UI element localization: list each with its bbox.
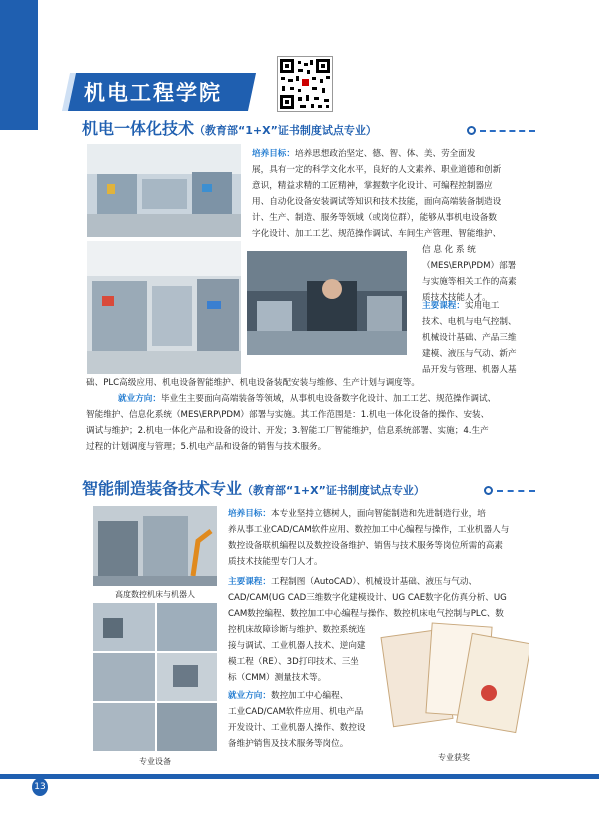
text-line: 础、PLC高级应用、机电设备智能维护、机电设备装配安装与维修、生产计划与调度等。	[86, 378, 420, 388]
text-line: 用、自动化设备安装调试等知识和技术技能，面向高端装备制造设	[252, 197, 502, 207]
text-line: 接与调试、工业机器人技术、逆向建	[228, 641, 366, 651]
qr-code-icon	[277, 56, 333, 112]
text-line: 工业CAD/CAM软件应用、机电产品	[228, 707, 364, 717]
awards-photo	[378, 612, 530, 740]
section2-title: 智能制造装备技术专业（教育部“1+X”证书制度试点专业）	[82, 479, 425, 498]
text-line: 模工程（RE）、3D打印技术、三坐	[228, 657, 359, 667]
section1-divider	[480, 130, 535, 132]
header-sidebar-accent	[0, 0, 38, 130]
student-working-photo	[246, 250, 408, 356]
section1-note: （教育部“1+X”证书制度试点专业）	[194, 124, 377, 137]
text-line: 过程的计划调度与管理；5.机电产品和设备的销售与技术服务。	[86, 442, 327, 452]
employment-label: 就业方向：	[228, 691, 271, 701]
equipment-caption: 专业设备	[139, 757, 171, 766]
text-line: 计、生产、制造、服务等领域（或岗位群），能够从事机电设备数	[252, 213, 497, 223]
training-goal-label: 培养目标：	[228, 509, 271, 519]
bullet-circle-icon	[484, 486, 493, 495]
footer-band	[0, 774, 599, 779]
text-line: 控机床故障诊断与维护、数控系统连	[228, 625, 366, 635]
text-line: 与实施等相关工作的高素	[422, 277, 517, 287]
section2-divider	[497, 490, 535, 492]
text-line: 信 息 化 系 统	[422, 245, 476, 255]
text-line: 工程制图（AutoCAD）、机械设计基础、液压与气动、	[270, 577, 478, 587]
main-courses-label: 主要课程：	[422, 301, 465, 311]
employment-label: 就业方向：	[118, 394, 161, 404]
text-line: 标（CMM）测量技术等。	[228, 673, 327, 683]
text-line: 培养思想政治坚定、德、智、体、美、劳全面发	[294, 149, 476, 159]
text-line: 质技术技能型专门人才。	[228, 557, 323, 567]
training-goal-label: 培养目标：	[252, 149, 295, 159]
section1-title: 机电一体化技术（教育部“1+X”证书制度试点专业）	[82, 119, 377, 138]
text-line: 调试与维护；2.机电一体化产品和设备的设计、开发；3.智能工厂智能维护，信息系统部署、实施；4.生产	[86, 426, 489, 436]
section1-training-goal-tail	[422, 242, 534, 306]
text-line: 实用电工	[464, 301, 500, 311]
text-line: 技术、电机与电气控制、	[422, 317, 517, 327]
section1-employment	[86, 391, 534, 455]
text-line: 品开发与管理、机器人基	[422, 365, 517, 375]
text-line: 本专业坚持立德树人，面向智能制造和先进制造行业，培	[270, 509, 486, 519]
text-line: CAD/CAM(UG CAD三维数字化建模设计、UG CAE数字化仿真分析、UG	[228, 593, 507, 603]
equipment-photo-grid	[92, 602, 218, 752]
text-line: 建模、液压与气动、新产	[422, 349, 517, 359]
cnc-robot-photo	[92, 505, 218, 587]
section2-employment	[228, 688, 378, 752]
text-line: （MES\ERP\PDM）部署	[422, 261, 517, 271]
lab-equipment-photo	[86, 240, 242, 375]
text-line: 字化设计、加工工艺、规范操作调试、车间生产管理、智能维护、	[252, 229, 502, 239]
bullet-circle-icon	[467, 126, 476, 135]
text-line: 质技术技能人才。	[422, 293, 491, 303]
text-line: CAM数控编程、数控加工中心编程与操作、数控机床电气控制与PLC、数	[228, 609, 504, 619]
section2-training-goal	[228, 506, 534, 570]
text-line: 数控加工中心编程、	[270, 691, 349, 701]
text-line: 机械设计基础、产品三维	[422, 333, 517, 343]
text-line: 备维护销售及技术服务等岗位。	[228, 739, 349, 749]
text-line: 意识，精益求精的工匠精神，掌握数字化设计、可编程控制器应	[252, 181, 493, 191]
section2-main-courses-tail	[228, 622, 378, 686]
section2-note: （教育部“1+X”证书制度试点专业）	[242, 484, 425, 497]
text-line: 展，具有一定的科学文化水平，良好的人文素养、职业道德和创新	[252, 165, 502, 175]
page-number: 13	[32, 778, 48, 796]
college-title: 机电工程学院	[84, 81, 222, 105]
production-line-photo	[86, 143, 242, 238]
text-line: 智能维护、信息化系统（MES\ERP\PDM）部署与实施。其工作范围是：1.机电一体化设备的操作、安装、	[86, 410, 490, 420]
section1-main-courses-tail	[86, 375, 534, 391]
text-line: 开发设计、工业机器人操作、数控设	[228, 723, 366, 733]
text-line: 毕业生主要面向高端装备等领域，从事机电设备数字化设计、加工工艺、规范操作调试、	[160, 394, 497, 404]
main-courses-label: 主要课程：	[228, 577, 271, 587]
text-line: 养从事工业CAD/CAM软件应用、数控加工中心编程与操作，工业机器人与	[228, 525, 510, 535]
text-line: 数控设备联机编程以及数控设备维护、销售与技术服务等岗位所需的高素	[228, 541, 504, 551]
section1-training-goal	[252, 146, 534, 162]
section1-training-goal-body	[252, 162, 534, 242]
cnc-robot-caption: 高度数控机床与机器人	[115, 590, 195, 599]
section1-main-courses	[422, 298, 534, 378]
section2-main-courses	[228, 574, 534, 622]
awards-caption: 专业获奖	[438, 753, 470, 762]
